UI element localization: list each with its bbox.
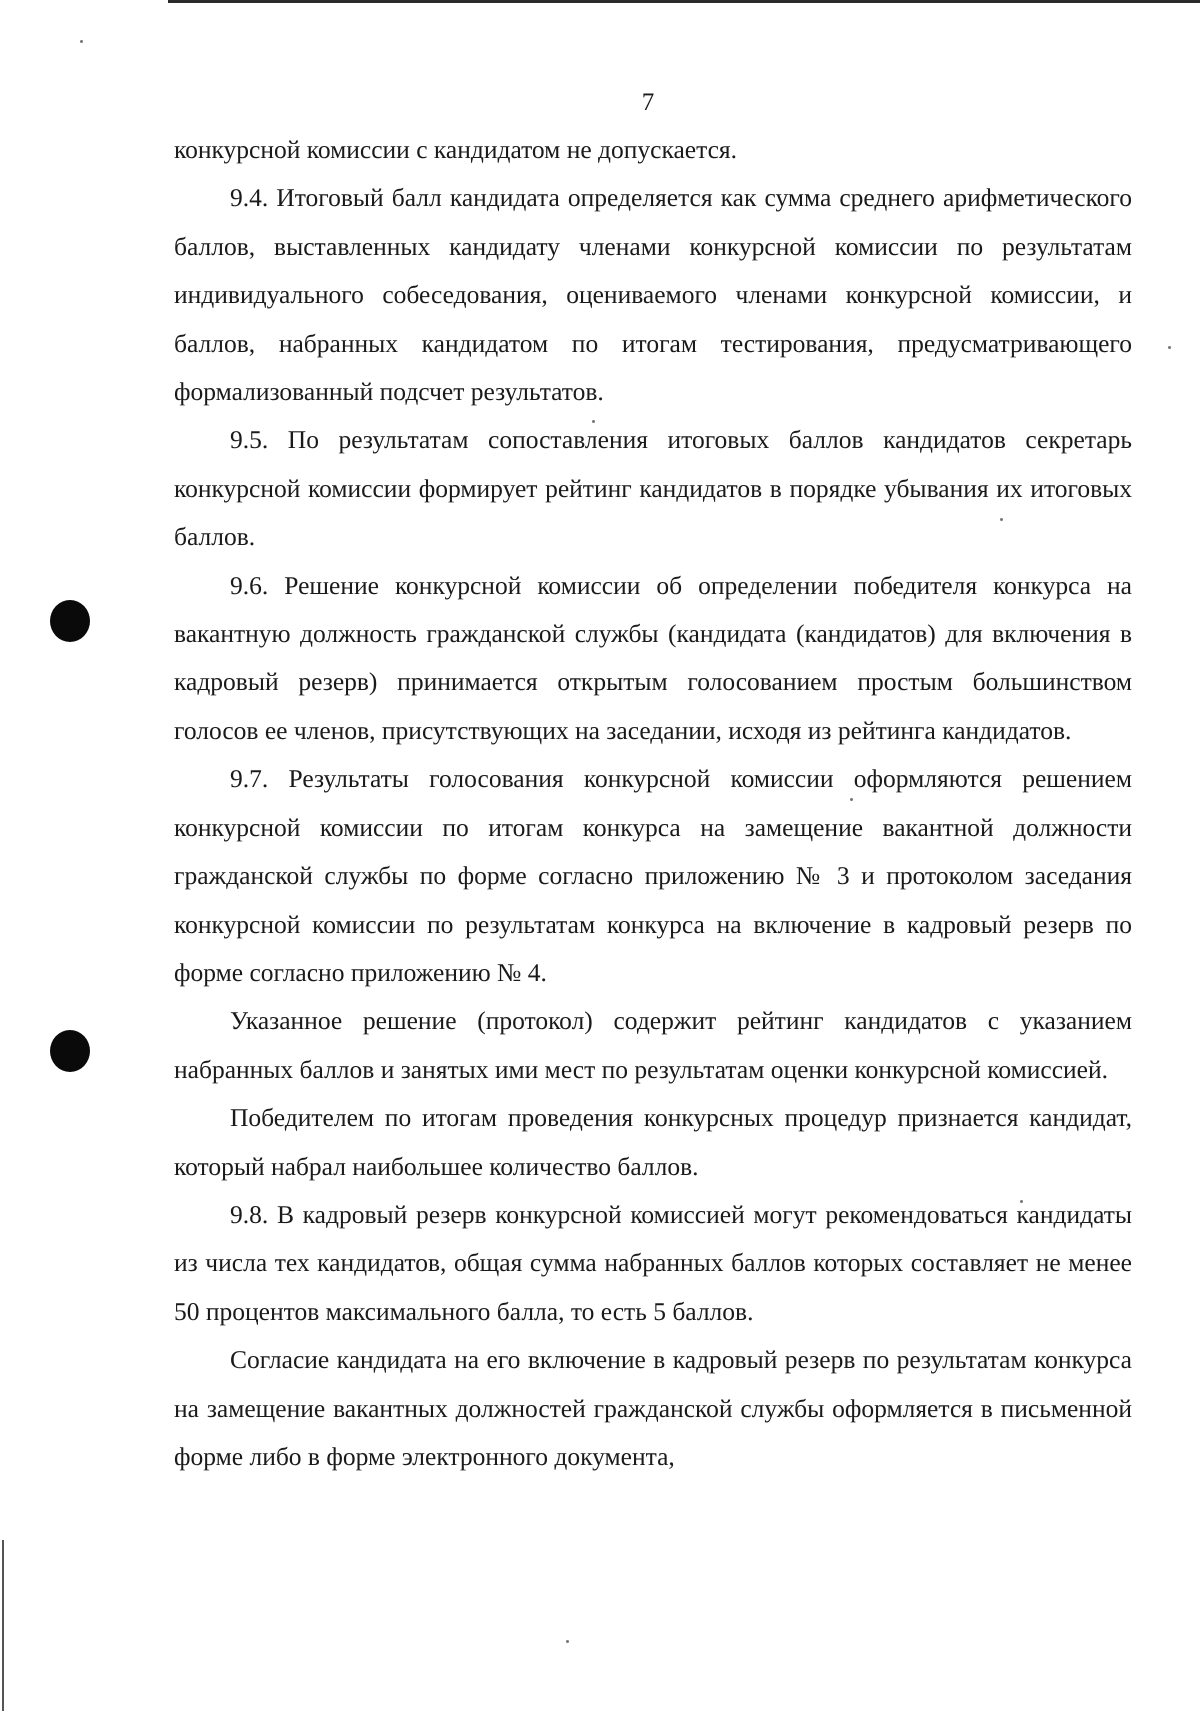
punch-hole-upper	[50, 600, 90, 642]
scan-speck	[80, 40, 83, 43]
paragraph-winner: Победителем по итогам проведения конкурсных процедур признается кандидат, который набрал наибольшее количество баллов.	[174, 1103, 1132, 1181]
left-edge-line	[2, 1540, 4, 1711]
document-body	[174, 126, 1132, 1481]
scan-speck	[566, 1640, 569, 1643]
paragraph-9-5: 9.5. По результатам сопоставления итоговых баллов кандидатов секретарь конкурсной комиссии формирует рейтинг кандидатов в порядке убывания их итоговых баллов.	[174, 425, 1132, 552]
paragraph-consent: Согласие кандидата на его включение в кадровый резерв по результатам конкурса на замещение вакантных должностей гражданской службы оформляется в письменной форме либо в форме электронного документа,	[174, 1345, 1132, 1471]
top-edge-line	[168, 0, 1200, 3]
paragraph-9-6: 9.6. Решение конкурсной комиссии об определении победителя конкурса на вакантную должность гражданской службы (кандидата (кандидатов) для включения в кадровый резерв) принимается открытым голосованием простым большинством голосов ее членов, присутствующих на заседании, исходя из рейтинга кандидатов.	[174, 570, 1132, 745]
paragraph-9-7: 9.7. Результаты голосования конкурсной комиссии оформляются решением конкурсной комиссии по итогам конкурса на замещение вакантной должности гражданской службы по форме согласно приложению № 3 и протоколом заседания конкурсной комиссии по результатам конкурса на включение в кадровый резерв по форме согласно приложению № 4.	[174, 764, 1132, 987]
punch-hole-lower	[50, 1030, 90, 1072]
scan-speck	[1168, 346, 1171, 349]
page-number: 7	[641, 89, 655, 116]
paragraph-9-4: 9.4. Итоговый балл кандидата определяется как сумма среднего арифметического баллов, выставленных кандидату членами конкурсной комиссии по результатам индивидуального собеседования, оцениваемого членами конкурсной комиссии, и баллов, набранных кандидатом по итогам тестирования, предусматривающего формализованный подсчет результатов.	[174, 183, 1132, 407]
paragraph-rating-decision: Указанное решение (протокол) содержит рейтинг кандидатов с указанием набранных баллов и занятых ими мест по результатам оценки конкурсной комиссией.	[174, 1006, 1132, 1084]
paragraph-continuation: конкурсной комиссии с кандидатом не допускается.	[174, 135, 737, 164]
paragraph-9-8: 9.8. В кадровый резерв конкурсной комиссией могут рекомендоваться кандидаты из числа тех кандидатов, общая сумма набранных баллов которых составляет не менее 50 процентов максимального балла, то есть 5 баллов.	[174, 1199, 1132, 1326]
